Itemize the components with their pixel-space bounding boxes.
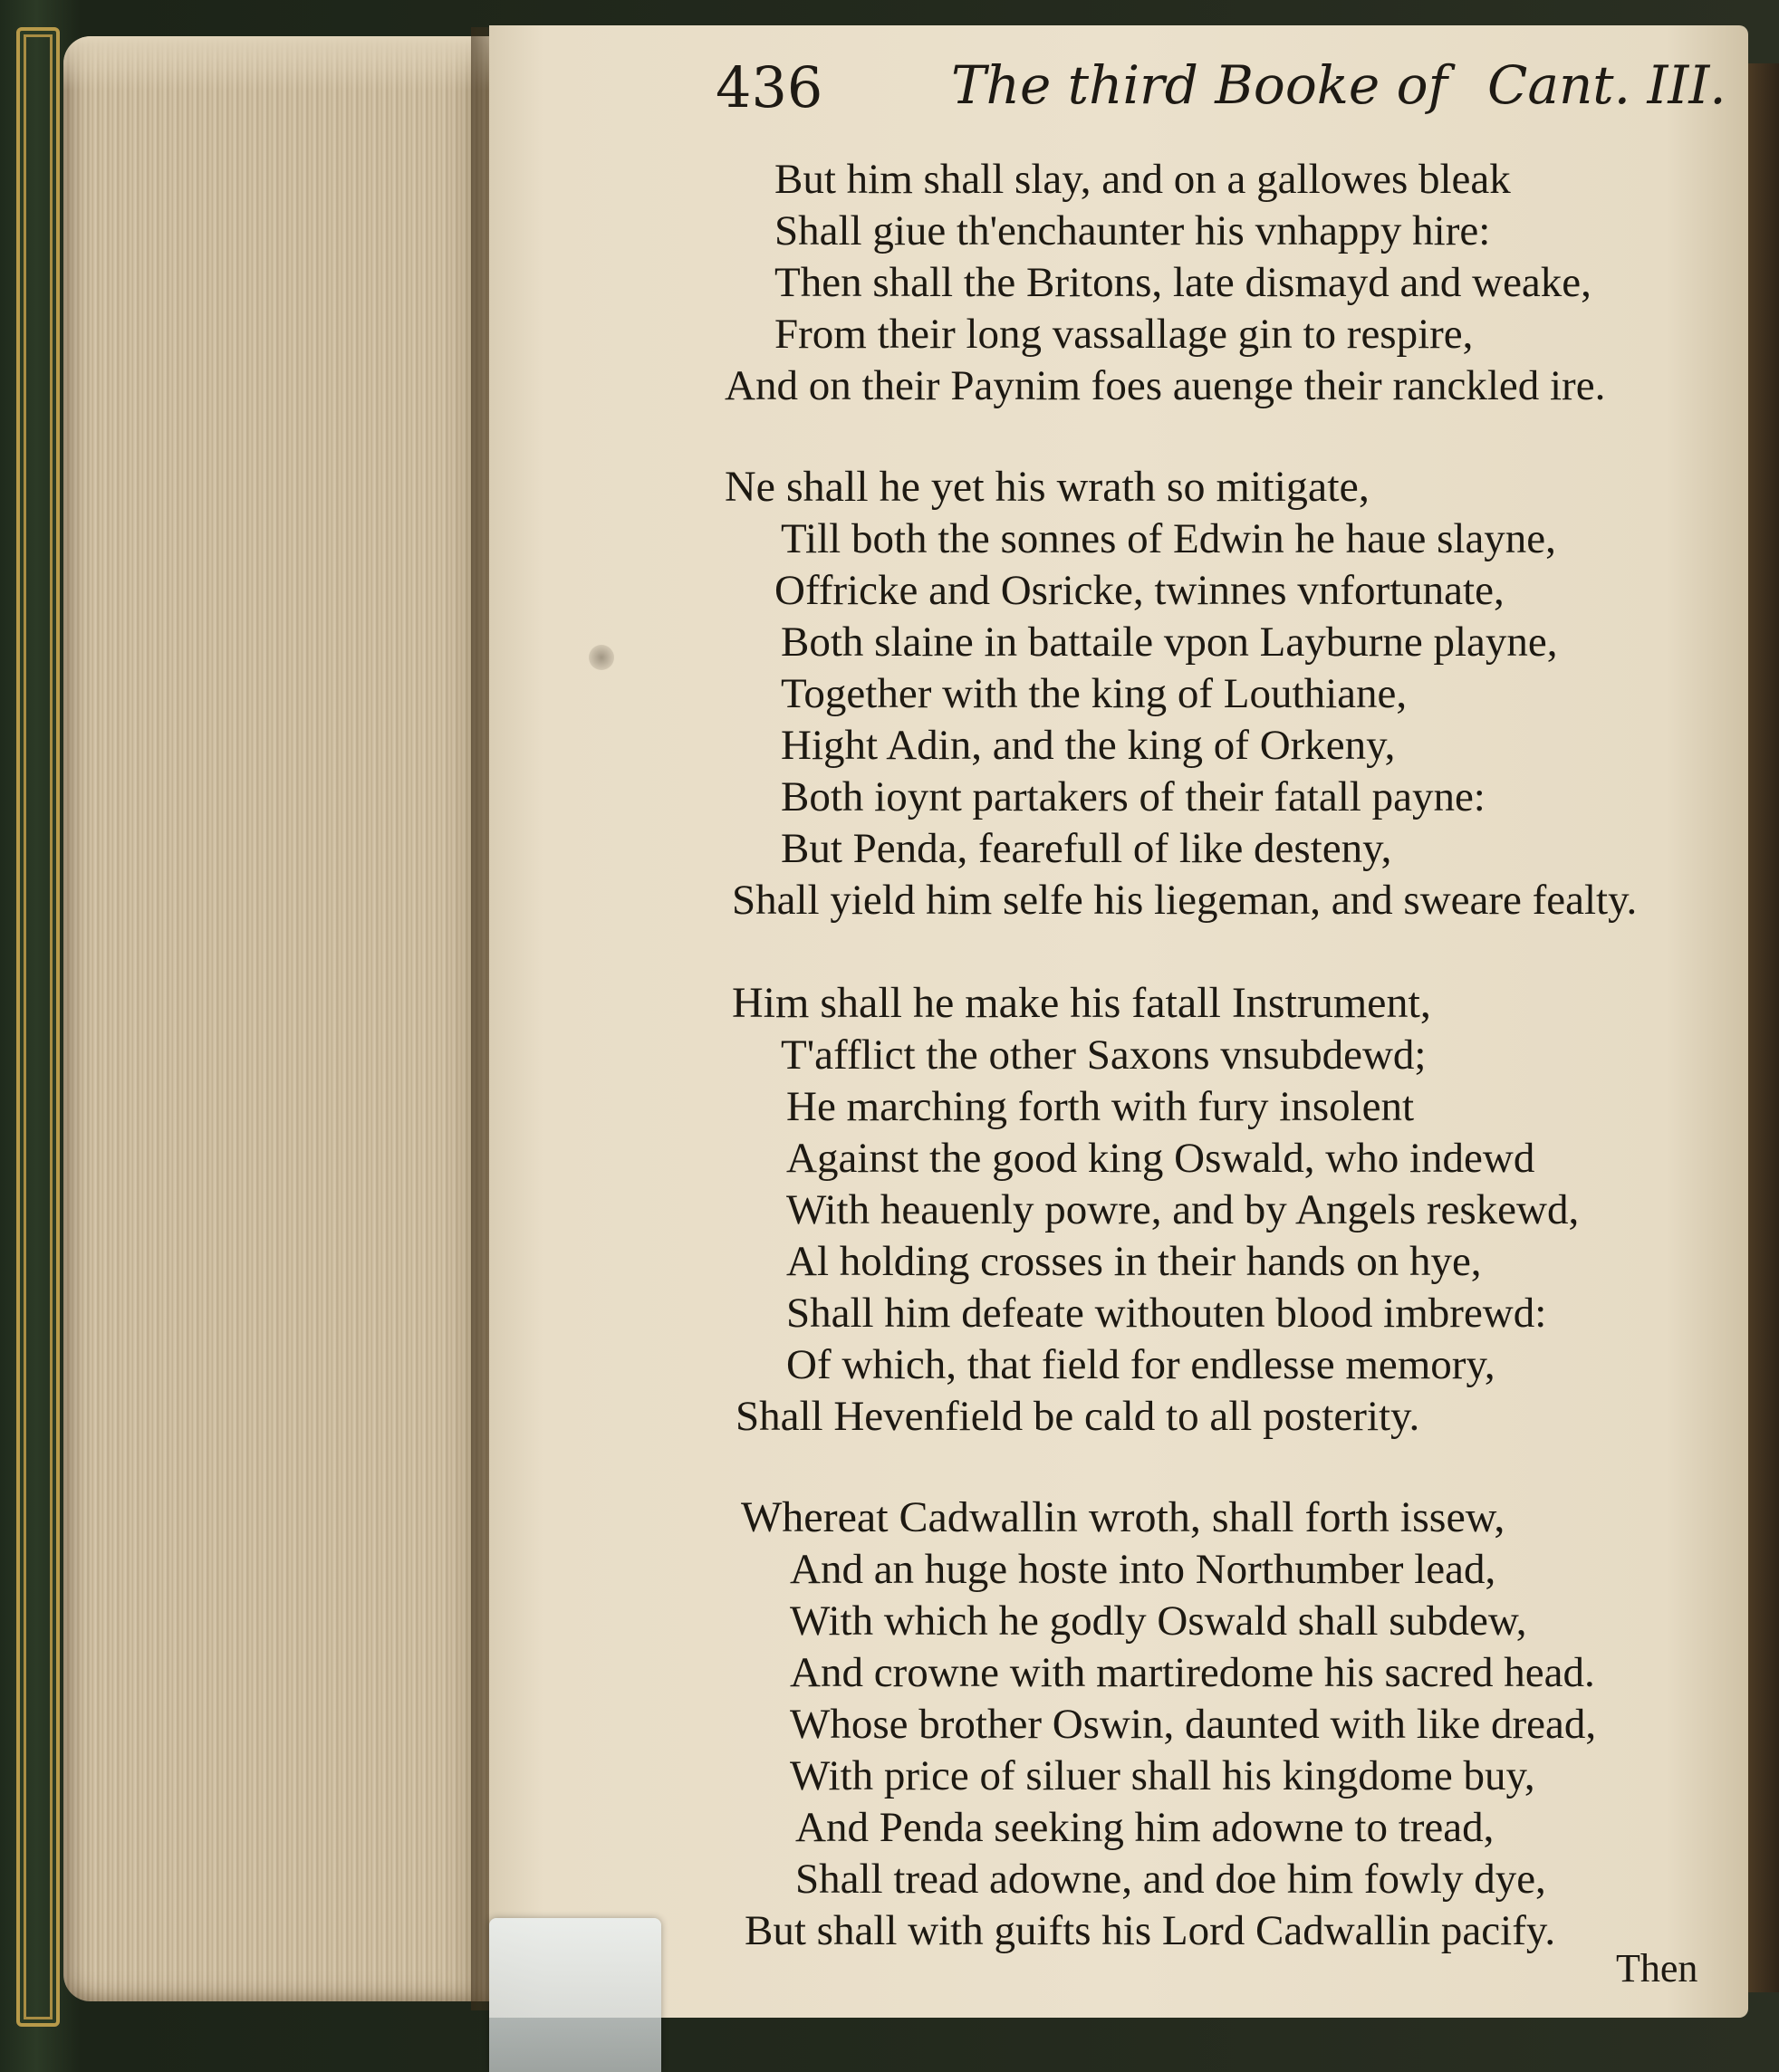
verse-line: He marching forth with fury insolent [786, 1083, 1415, 1130]
page-number: 436 [716, 54, 823, 120]
verse-line: And crowne with martiredome his sacred head. [790, 1649, 1595, 1696]
verse-line: But him shall slay, and on a gallowes bleak [774, 156, 1511, 203]
verse-line: Of which, that field for endlesse memory, [786, 1341, 1495, 1388]
page-holder-clip [489, 1918, 661, 2072]
verse-line: And on their Paynim foes auenge their ranckled ire. [725, 362, 1606, 409]
running-title: The third Booke of [951, 54, 1448, 116]
verse-line: Till both the sonnes of Edwin he haue slayne, [781, 515, 1556, 562]
verse-line: But Penda, fearefull of like desteny, [781, 825, 1392, 872]
verse-line: But shall with guifts his Lord Cadwallin pacify. [745, 1907, 1556, 1954]
verse-line: And Penda seeking him adowne to tread, [795, 1804, 1495, 1851]
verse-line: From their long vassallage gin to respire, [774, 311, 1474, 358]
verse-line: Then shall the Britons, late dismayd and weake, [774, 259, 1591, 306]
verse-line: Both ioynt partakers of their fatall payne: [781, 773, 1486, 820]
verse-line: Shall giue th'enchaunter his vnhappy hire: [774, 207, 1491, 254]
verse-line: Shall tread adowne, and doe him fowly dye, [795, 1856, 1546, 1903]
foxing-spot [589, 645, 614, 670]
canto-label: Cant. III. [1487, 54, 1726, 116]
verse-line: Shall him defeate withouten blood imbrewd: [786, 1290, 1547, 1337]
verse-line: And an huge hoste into Northumber lead, [790, 1546, 1496, 1593]
verse-line: Hight Adin, and the king of Orkeny, [781, 722, 1396, 769]
verse-line: Ne shall he yet his wrath so mitigate, [725, 463, 1370, 511]
verse-line: Whereat Cadwallin wroth, shall forth issew, [741, 1493, 1505, 1541]
catchword: Then [1616, 1946, 1698, 1990]
verse-line: With heauenly powre, and by Angels reskewd, [786, 1186, 1580, 1233]
verse-line: Whose brother Oswin, daunted with like dread, [790, 1701, 1597, 1748]
verse-line: Shall Hevenfield be cald to all posterity. [736, 1393, 1420, 1440]
verse-line: T'afflict the other Saxons vnsubdewd; [781, 1031, 1427, 1079]
verse-line: Him shall he make his fatall Instrument, [732, 979, 1431, 1027]
verse-line: Offricke and Osricke, twinnes vnfortunate, [774, 567, 1505, 614]
verse-line: With which he godly Oswald shall subdew, [790, 1597, 1527, 1645]
verse-line: Both slaine in battaile vpon Layburne playne, [781, 619, 1558, 666]
gilt-border [16, 27, 60, 2027]
verse-line: Al holding crosses in their hands on hye, [786, 1238, 1482, 1285]
verse-line: Shall yield him selfe his liegeman, and sweare fealty. [732, 877, 1638, 924]
next-leaf-edge [1748, 63, 1779, 1992]
page-fore-edge [63, 36, 489, 2001]
verse-line: Against the good king Oswald, who indewd [786, 1135, 1535, 1182]
verse-line: With price of siluer shall his kingdome buy, [790, 1752, 1535, 1799]
verse-line: Together with the king of Louthiane, [781, 670, 1408, 717]
